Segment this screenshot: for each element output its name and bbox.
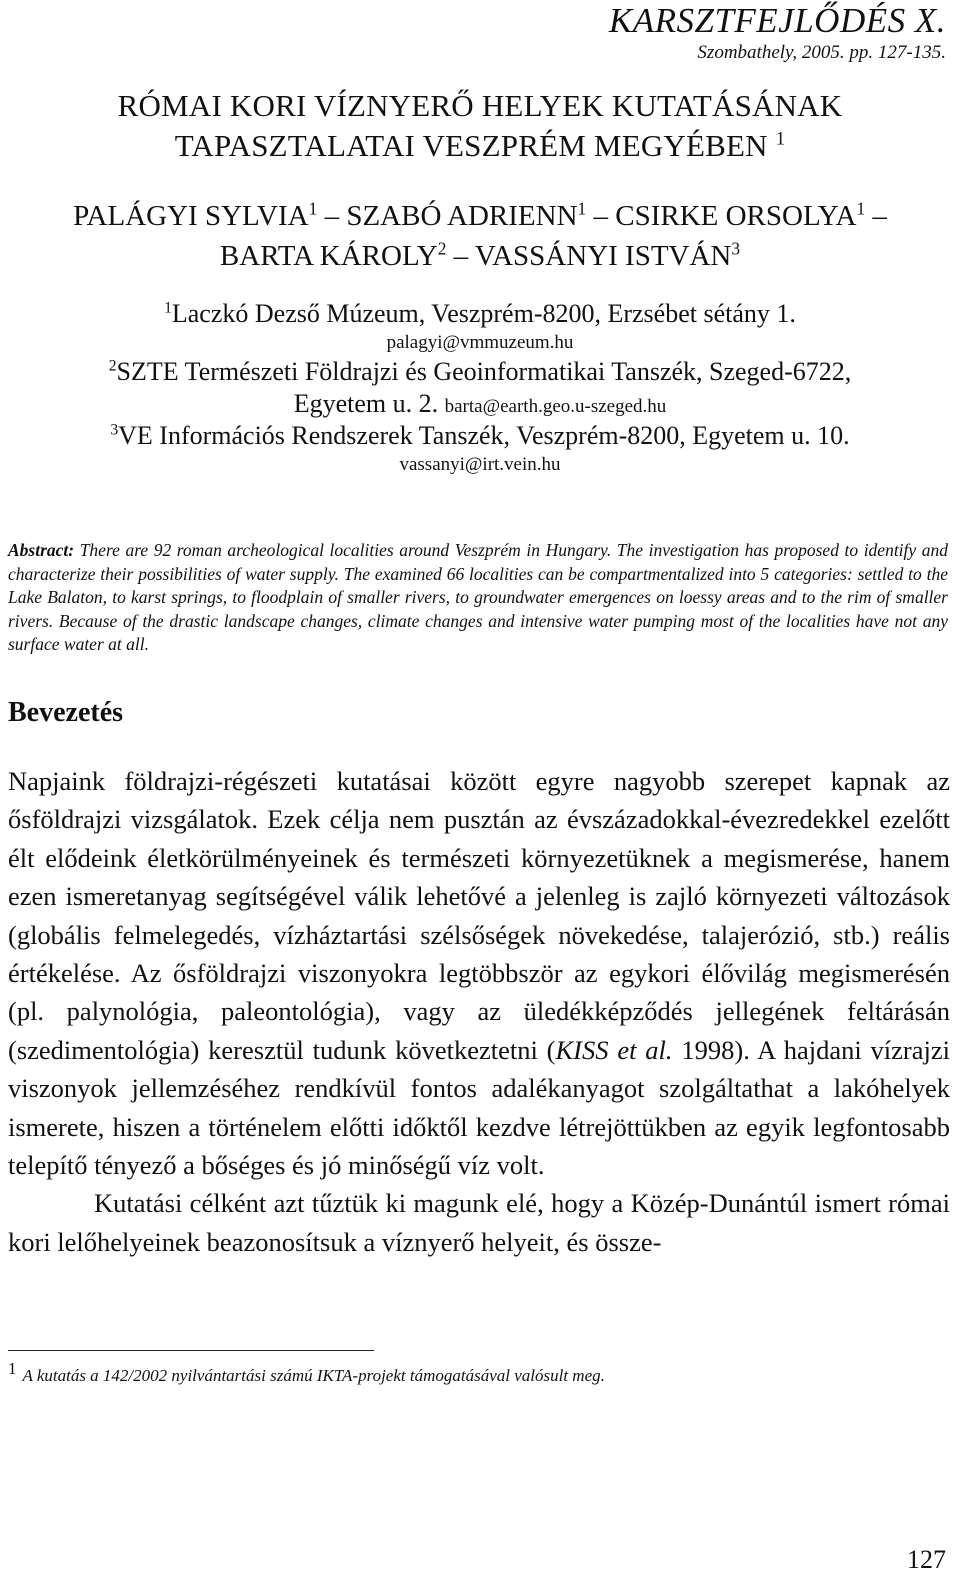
footnote-rule [8,1350,374,1351]
affiliation-mark: 2 [108,357,117,375]
paper-title [0,86,960,166]
author-affiliation-mark: 1 [577,198,587,219]
author-name: BARTA KÁROLY [219,240,438,272]
affiliation-3-email[interactable]: vassanyi@irt.vein.hu [399,454,561,475]
affiliation-1-email[interactable]: palagyi@vmmuzeum.hu [386,332,574,353]
running-header [609,0,946,64]
series-citation: Szombathely, 2005. pp. 127-135. [697,42,946,63]
author-separator: – [593,200,608,232]
affiliation-2-email[interactable]: barta@earth.geo.u-szeged.hu [444,396,667,417]
abstract-text: There are 92 roman archeological localities around Veszprém in Hungary. The investigation has proposed to identify and characterize their possibilities of water supply. [8,540,948,584]
author-name: PALÁGYI SYLVIA [73,200,309,232]
page-number: 127 [907,1545,946,1574]
affiliation-mark: 1 [164,299,172,317]
authors-line-1 [0,196,960,236]
abstract-label: Abstract: [8,540,75,560]
affiliation-text: VE Információs Rendszerek Tanszék, Veszprém-8200, Egyetem u. 10. [118,421,850,450]
body-text [8,762,950,1261]
author-affiliation-mark: 2 [437,238,447,259]
affiliation-2 [0,356,960,388]
footnote-text: A kutatás a 142/2002 nyilvántartási számú IKTA-projekt támogatásával valósult meg. [22,1366,605,1385]
author-name: SZABÓ ADRIENN [346,200,578,232]
author-separator: – [872,200,887,232]
affiliation-text: Laczkó Dezső Múzeum, Veszprém-8200, Erzsébet sétány 1. [171,299,796,328]
series-title: KARSZTFEJLŐDÉS X. [608,1,946,40]
authors-line-2 [0,236,960,276]
abstract-text-continued: The examined 66 localities can be compartmentalized into 5 categories: settled to the Lake Balaton, to karst springs, to floodplain of smaller rivers, to groundwater emergences on loessy areas and to the rim of smaller rivers. Because of the drastic landscape changes, climate changes and intensive water pumping most of the localities have not any surface water at all. [8,563,948,654]
author-affiliation-mark: 1 [308,198,318,219]
affiliation-1 [0,298,960,330]
author-name: CSIRKE ORSOLYA [615,200,857,232]
paragraph-1-text-continued: 1998). A hajdani vízrajzi viszonyok jellemzéséhez rendkívül fontos adalékanyagot szolgáltathat a lakóhelyek ismerete, hiszen a történelem előtti időktől kezdve létrejöttükben az egyik legfontosabb telepítő tényező a bőséges és jó minőségű víz volt. [8,1034,950,1181]
author-separator: – [324,200,340,232]
author-name: VASSÁNYI ISTVÁN [474,240,732,272]
footnote [8,1359,948,1388]
author-affiliation-mark: 3 [731,238,741,259]
affiliation-2-line-2 [0,388,960,420]
paragraph-1 [8,762,950,1184]
author-affiliation-mark: 1 [856,198,866,219]
footnote-mark: 1 [8,1359,17,1379]
author-separator: – [453,240,469,272]
title-line-2-text: TAPASZTALATAI VESZPRÉM MEGYÉBEN [174,128,768,163]
title-line-2 [0,126,960,166]
title-footnote-mark: 1 [775,128,786,150]
abstract [8,539,948,657]
affiliation-text: Egyetem u. 2. [293,389,439,418]
paragraph-1-text: Napjaink földrajzi-régészeti kutatásai között egyre nagyobb szerepet kapnak az ősföldrajzi vizsgálatok. Ezek célja nem pusztán az évszázadokkal-évezredekkel ezelőtt élt elődeink életkörülményeinek és természeti környezetüknek a megismerése, hanem ezen ismeretanyag segítségével válik lehetővé a jelenleg is zajló környezeti változások (globális felmelegedés, vízháztartási szélsőségek növekedése, talajerózió, stb.) reális értékelése. Az ősföldrajzi viszonyokra legtöbbször az egykori élővilág megismerésén (pl. palynológia, paleontológia), vagy az üledékképződés jellegének feltárásán (szedimentológia) keresztül tudunk következtetni ( [8,766,950,1065]
citation-authors: KISS et al. [555,1034,673,1065]
author-list [0,196,960,276]
affiliation-3 [0,420,960,452]
affiliation-text: SZTE Természeti Földrajzi és Geoinformatikai Tanszék, Szeged-6722, [116,357,852,386]
title-line-1: RÓMAI KORI VÍZNYERŐ HELYEK KUTATÁSÁNAK [117,88,843,123]
paragraph-2: Kutatási célként azt tűztük ki magunk elé, hogy a Közép-Dunántúl ismert római kori lelőhelyeinek beazonosítsuk a víznyerő helyeit, és össze- [8,1188,950,1257]
affiliations [0,298,960,478]
affiliation-mark: 3 [110,421,119,439]
section-heading: Bevezetés [8,697,124,728]
